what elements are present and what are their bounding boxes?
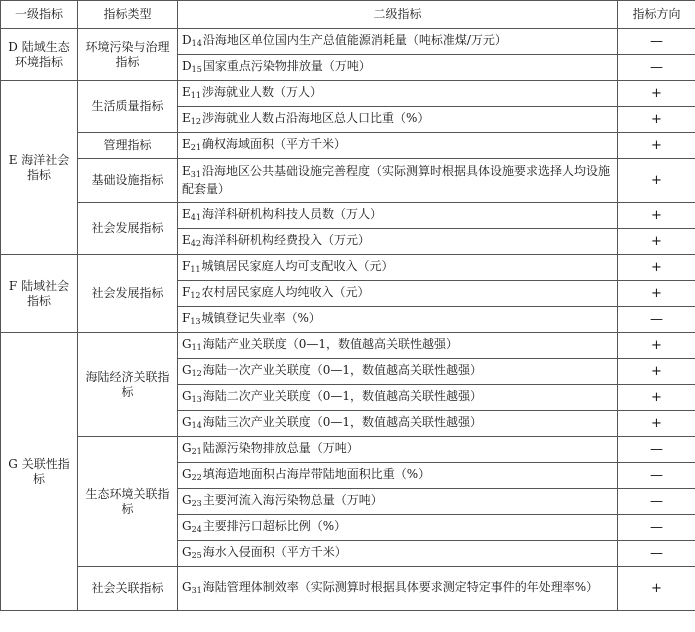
indicator-code: E xyxy=(182,84,191,99)
level1-indicator: D 陆域生态环境指标 xyxy=(1,29,78,81)
indicator-code: F xyxy=(182,310,191,325)
indicator-text: 农村居民家庭人均纯收入（元） xyxy=(201,284,370,299)
level2-indicator xyxy=(178,567,618,611)
level2-indicator xyxy=(178,307,618,333)
indicator-code-sub: 31 xyxy=(190,170,201,179)
indicator-text: 国家重点污染物排放量（万吨） xyxy=(202,58,371,73)
level2-indicator xyxy=(178,81,618,107)
level2-indicator xyxy=(178,489,618,515)
indicator-type: 管理指标 xyxy=(78,133,178,159)
indicator-text: 填海造地面积占海岸带陆地面积比重（%） xyxy=(202,466,431,481)
indicator-direction: — xyxy=(618,55,695,81)
level2-indicator xyxy=(178,229,618,255)
indicator-type: 环境污染与治理指标 xyxy=(78,29,178,81)
indicator-code-sub: 41 xyxy=(190,212,201,222)
indicator-code: G xyxy=(182,388,192,403)
indicator-direction: + xyxy=(618,107,695,133)
indicator-direction: + xyxy=(618,81,695,107)
indicator-code: G xyxy=(182,518,192,533)
level2-indicator xyxy=(178,385,618,411)
indicator-code-sub: 11 xyxy=(190,90,201,100)
indicator-direction: — xyxy=(618,489,695,515)
indicator-code: D xyxy=(182,58,192,73)
indicator-type: 海陆经济关联指标 xyxy=(78,333,178,437)
indicator-code-sub: 11 xyxy=(190,264,201,274)
indicator-code-sub: 42 xyxy=(190,238,201,248)
indicator-text: 沿海地区单位国内生产总值能源消耗量（吨标准煤/万元） xyxy=(202,32,507,47)
indicator-text: 涉海就业人数占沿海地区总人口比重（%） xyxy=(201,110,430,125)
indicator-direction: + xyxy=(618,229,695,255)
indicator-text: 海洋科研机构科技人员数（万人） xyxy=(201,206,382,221)
indicator-text: 主要河流入海污染物总量（万吨） xyxy=(202,492,383,507)
indicator-code-sub: 22 xyxy=(191,472,202,482)
indicator-text: 确权海域面积（平方千米） xyxy=(201,136,346,151)
indicator-code-sub: 14 xyxy=(191,420,202,430)
indicator-code: G xyxy=(182,336,192,351)
level2-indicator xyxy=(178,281,618,307)
indicator-type: 生活质量指标 xyxy=(78,81,178,133)
indicator-code-sub: 14 xyxy=(191,38,202,48)
indicator-code-sub: 15 xyxy=(191,64,202,74)
indicator-type: 社会关联指标 xyxy=(78,567,178,611)
level2-indicator xyxy=(178,255,618,281)
level2-indicator xyxy=(178,55,618,81)
level2-indicator xyxy=(178,437,618,463)
indicator-direction: + xyxy=(618,255,695,281)
indicator-code-sub: 24 xyxy=(191,524,202,534)
indicator-direction: + xyxy=(618,359,695,385)
indicator-code-sub: 21 xyxy=(191,446,202,456)
table-row xyxy=(1,203,695,229)
indicator-code-sub: 12 xyxy=(190,290,201,300)
indicator-direction: — xyxy=(618,515,695,541)
indicator-text: 主要排污口超标比例（%） xyxy=(202,518,347,533)
level2-indicator xyxy=(178,359,618,385)
indicator-direction: + xyxy=(618,333,695,359)
header-level1: 一级指标 xyxy=(1,1,78,29)
indicator-text: 海陆产业关联度（0—1，数值越高关联性越强） xyxy=(202,336,459,351)
indicator-code: G xyxy=(182,579,192,594)
indicator-code: E xyxy=(182,110,191,125)
indicator-code: D xyxy=(182,32,192,47)
indicator-text: 海陆一次产业关联度（0—1，数值越高关联性越强） xyxy=(202,362,483,377)
indicator-direction: + xyxy=(618,567,695,611)
indicator-text: 海陆二次产业关联度（0—1，数值越高关联性越强） xyxy=(202,388,483,403)
table-row xyxy=(1,255,695,281)
indicator-code: G xyxy=(182,362,192,377)
indicator-type: 基础设施指标 xyxy=(78,159,178,203)
indicator-code-sub: 11 xyxy=(191,342,202,352)
indicator-code: G xyxy=(182,544,192,559)
table-row xyxy=(1,81,695,107)
level1-indicator: F 陆域社会指标 xyxy=(1,255,78,333)
indicator-text: 海水入侵面积（平方千米） xyxy=(202,544,347,559)
indicator-code-sub: 12 xyxy=(191,368,202,378)
header-level2: 二级指标 xyxy=(178,1,618,29)
indicator-text: 海陆三次产业关联度（0—1，数值越高关联性越强） xyxy=(202,414,483,429)
indicator-direction: + xyxy=(618,385,695,411)
level2-indicator xyxy=(178,133,618,159)
indicator-direction: + xyxy=(618,281,695,307)
indicator-text: 海洋科研机构经费投入（万元） xyxy=(201,232,370,247)
indicator-type: 生态环境关联指标 xyxy=(78,437,178,567)
indicator-text: 涉海就业人数（万人） xyxy=(201,84,322,99)
indicator-text: 沿海地区公共基础设施完善程度（实际测算时根据具体设施要求选择人均设施配套量） xyxy=(182,164,610,196)
indicator-code: E xyxy=(182,136,191,151)
indicator-code-sub: 13 xyxy=(190,316,201,326)
indicator-code: G xyxy=(182,492,192,507)
indicator-direction: — xyxy=(618,307,695,333)
indicator-code-sub: 21 xyxy=(190,142,201,152)
indicator-direction: + xyxy=(618,133,695,159)
indicator-code-sub: 31 xyxy=(191,585,202,595)
indicator-code: E xyxy=(182,232,191,247)
indicator-code: F xyxy=(182,258,191,273)
indicator-code-sub: 23 xyxy=(191,498,202,508)
header-direction: 指标方向 xyxy=(618,1,695,29)
table-body xyxy=(1,29,695,611)
indicator-text: 城镇居民家庭人均可支配收入（元） xyxy=(201,258,394,273)
level2-indicator xyxy=(178,29,618,55)
level2-indicator xyxy=(178,515,618,541)
indicator-direction: — xyxy=(618,463,695,489)
indicator-direction: — xyxy=(618,541,695,567)
level2-indicator xyxy=(178,541,618,567)
table-row xyxy=(1,567,695,611)
indicator-direction: + xyxy=(618,203,695,229)
level2-indicator xyxy=(178,463,618,489)
table-row xyxy=(1,159,695,203)
indicator-direction: — xyxy=(618,437,695,463)
table-row xyxy=(1,133,695,159)
indicator-text: 陆源污染物排放总量（万吨） xyxy=(202,440,359,455)
indicator-code: G xyxy=(182,414,192,429)
level1-indicator: G 关联性指标 xyxy=(1,333,78,611)
indicator-direction: + xyxy=(618,159,695,203)
indicator-code: E xyxy=(182,206,191,221)
indicator-code: G xyxy=(182,440,192,455)
indicator-code: F xyxy=(182,284,191,299)
indicator-code: G xyxy=(182,466,192,481)
indicator-direction: + xyxy=(618,411,695,437)
indicator-code-sub: 25 xyxy=(191,550,202,560)
level2-indicator xyxy=(178,411,618,437)
level2-indicator xyxy=(178,333,618,359)
header-type: 指标类型 xyxy=(78,1,178,29)
indicator-text: 海陆管理体制效率（实际测算时根据具体要求测定特定事件的年处理率%） xyxy=(202,579,599,594)
indicator-text: 城镇登记失业率（%） xyxy=(201,310,321,325)
table-row xyxy=(1,333,695,359)
indicator-code-sub: 13 xyxy=(191,394,202,404)
table-row xyxy=(1,29,695,55)
level2-indicator xyxy=(178,159,618,203)
indicator-direction: — xyxy=(618,29,695,55)
table-row xyxy=(1,437,695,463)
level2-indicator xyxy=(178,107,618,133)
indicator-code: E xyxy=(182,164,191,178)
indicator-type: 社会发展指标 xyxy=(78,255,178,333)
indicator-type: 社会发展指标 xyxy=(78,203,178,255)
level2-indicator xyxy=(178,203,618,229)
header-row xyxy=(1,1,695,29)
indicator-code-sub: 12 xyxy=(190,116,201,126)
level1-indicator: E 海洋社会指标 xyxy=(1,81,78,255)
